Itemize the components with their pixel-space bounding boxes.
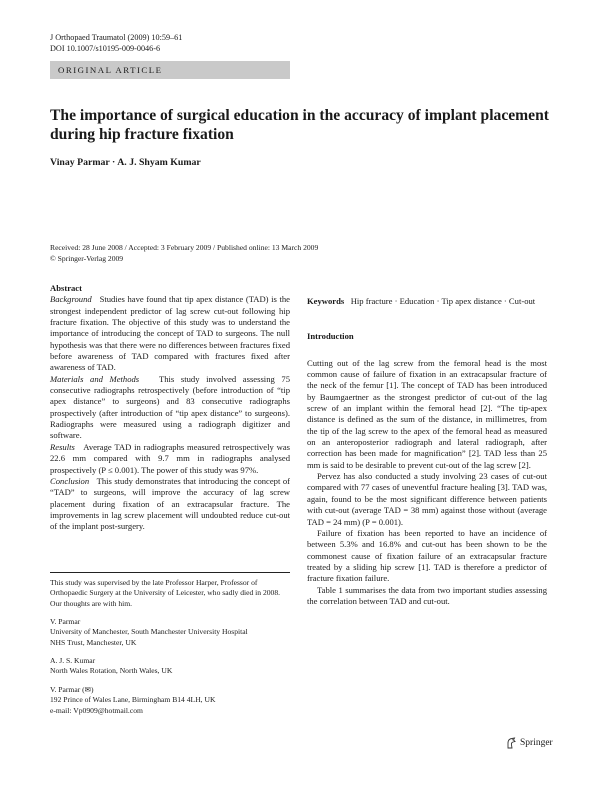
background-label: Background xyxy=(50,294,92,305)
journal-header xyxy=(50,32,182,54)
affiliation-kumar xyxy=(50,656,290,677)
methods-label: Materials and Methods xyxy=(50,373,140,384)
history-dates: Received: 28 June 2008 / Accepted: 3 February 2009 / Published online: 13 March 2009 xyxy=(50,243,319,252)
right-column xyxy=(307,283,547,607)
intro-paragraph-3: Failure of fixation has been reported to have an incidence of between 5.3% and 16.8% and cut-out has been shown to be the commonest cause of fixation failure of an extracapsular fracture treated by a sliding hip screw [1]. TAD is therefore a predictor of fracture fixation failure. xyxy=(307,527,547,584)
journal-citation: J Orthopaed Traumatol (2009) 10:59–61 xyxy=(50,33,183,42)
springer-horse-icon xyxy=(505,737,517,749)
abstract-heading: Abstract xyxy=(50,283,82,293)
intro-paragraph-4: Table 1 summarises the data from two important studies assessing the correlation between TAD and cut-out. xyxy=(307,584,547,606)
affiliation-line: NHS Trust, Manchester, UK xyxy=(50,637,137,647)
publication-dates xyxy=(50,243,318,264)
affiliation-name: V. Parmar xyxy=(50,617,81,626)
correspondence-email: e-mail: Vp0909@hotmail.com xyxy=(50,705,143,715)
abstract-conclusion xyxy=(50,476,290,533)
keywords xyxy=(307,296,547,307)
methods-text: This study involved assessing 75 consecutive radiographs retrospectively (before introduction of “tip apex distance” to surgeons) and 83 consecutive radiographs prospectively (after introduction of “tip apex distance” to surgeons). Radiographs were measured using a radiograph digitizer and software. xyxy=(50,373,290,441)
intro-paragraph-1: Cutting out of the lag screw from the femoral head is the most common cause of failure of fixation in an extracapsular fracture of the neck of the femur [1]. The concept of TAD has been introduced by Baumgaertner as the strongest predictor of cut-out of the lag screw of an implant within the femoral head [2]. “The tip-apex distance is defined as the sum of the distance, in millimetres, from the tip of the lag screw to the apex of the femoral head as measured on an anteroposterior radiograph and lateral radiograph, after correction has been made for magnification” [2]. TAD less than 25 mm is said to be desirable to prevent cut-out of the lag screw [2]. xyxy=(307,357,547,470)
correspondence xyxy=(50,685,290,716)
conclusion-text: This study demonstrates that introducing the concept of “TAD” to surgeons, will improve the accuracy of lag screw placement during fixation of an extracapsular fracture. The improvements in lag screw placement will undoubted reduce cut-out of the implant post-surgery. xyxy=(50,475,291,532)
left-column xyxy=(50,283,290,533)
supervision-note xyxy=(50,578,290,609)
affiliation-line: North Wales Rotation, North Wales, UK xyxy=(50,666,173,676)
affiliation-line: University of Manchester, South Manchester University Hospital xyxy=(50,627,248,637)
results-label: Results xyxy=(50,441,75,452)
introduction-heading: Introduction xyxy=(307,331,354,342)
correspondence-name: V. Parmar (✉) xyxy=(50,685,94,694)
abstract-results xyxy=(50,442,290,476)
footnote-divider xyxy=(50,572,290,573)
author-list: Vinay Parmar · A. J. Shyam Kumar xyxy=(50,157,201,168)
publisher-name: Springer xyxy=(520,738,553,748)
supervision-note-text: This study was supervised by the late Professor Harper, Professor of Orthopaedic Surgery at the University of Leicester, who sadly died in 2008. Our thoughts are with him. xyxy=(50,578,281,608)
publisher-logo xyxy=(505,737,553,749)
results-text: Average TAD in radiographs measured retrospectively was 22.6 mm compared with 9.7 mm in radiographs analysed prospectively (P ≤ 0.001). The power of this study was 97%. xyxy=(50,441,290,475)
keywords-text: Hip fracture · Education · Tip apex distance · Cut-out xyxy=(350,296,536,306)
correspondence-address: 192 Prince of Wales Lane, Birmingham B14 4LH, UK xyxy=(50,695,216,705)
doi: DOI 10.1007/s10195-009-0046-6 xyxy=(50,44,161,53)
affiliation-parmar xyxy=(50,617,290,648)
article-title: The importance of surgical education in the accuracy of implant placement during hip fracture fixation xyxy=(50,107,549,143)
background-text: Studies have found that tip apex distance (TAD) is the strongest independent predictor of lag screw cut-out following hip fracture fixation. The objective of this study was to understand the importance of introducing the concept of TAD to surgeons. The null hypothesis was that there were no differences between fractures fixed before awareness of TAD compared with fractures fixed after awareness of TAD. xyxy=(50,294,290,373)
article-type-banner: ORIGINAL ARTICLE xyxy=(50,61,290,79)
affiliation-name: A. J. S. Kumar xyxy=(50,656,96,665)
keywords-label: Keywords xyxy=(307,296,345,306)
intro-paragraph-2: Pervez has also conducted a study involving 23 cases of cut-out compared with 77 cases of uneventful fracture healing [3]. TAD was, again, found to be the most significant difference between patients with cut-out (average TAD = 38 mm) against those without (average TAD = 24 mm) (P = 0.001). xyxy=(307,471,547,527)
conclusion-label: Conclusion xyxy=(50,475,90,486)
abstract-methods xyxy=(50,374,290,442)
abstract-background xyxy=(50,294,290,373)
copyright: © Springer-Verlag 2009 xyxy=(50,253,124,263)
